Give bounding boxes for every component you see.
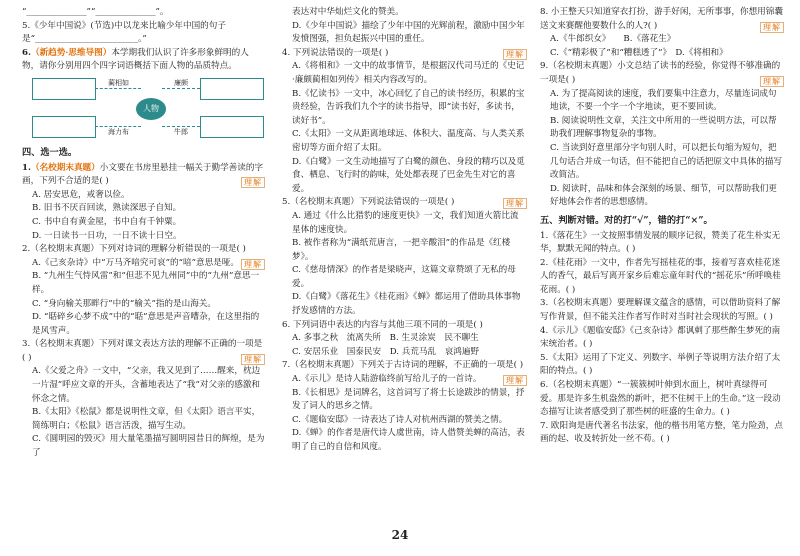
option[interactable]: B.《落花生》	[623, 34, 676, 45]
option[interactable]: A. 通过《什么比猎豹的速度更快》一文，我们知道火箭比流星体的速度快。	[292, 210, 519, 235]
option[interactable]: B.《长相思》是词牌名，这首词写了将士长途跋涉的情景，抒发了词人的思乡之情。	[292, 387, 525, 412]
judge-2[interactable]: 2.《桂花雨》一文中，作者先写摇桂花的事，接着写喜欢桂花迷人的香气，最后写离开家乡后难忘童年时代的“摇花乐”所呼唤桂花雨。( )	[540, 257, 781, 295]
question-1: 1.（名校期末真题）小文要在书房里悬挂一幅关于勤学善读的字画，下列不合适的是( ) 理解	[22, 162, 264, 188]
judge-4[interactable]: 4.《示儿》《题临安邸》《己亥杂诗》都讽刺了那些醉生梦死的南宋统治者。( )	[540, 325, 781, 350]
q4-text: 4. 下列说法错误的一项是( )	[282, 47, 389, 58]
option[interactable]: A. 居安思危，戒奢以俭。	[32, 189, 130, 200]
option[interactable]: C.《“精彩极了”和“糟糕透了”》	[550, 47, 667, 58]
connector	[95, 88, 141, 89]
answer-box-4[interactable]	[200, 116, 264, 138]
options-row	[282, 332, 527, 346]
answer-badge: 理解	[503, 198, 527, 209]
node-label: 廉颇	[174, 78, 188, 87]
connector	[162, 88, 200, 89]
judge-5[interactable]: 5.《太阳》运用了下定义、列数字、举例子等说明方法介绍了太阳的特点。( )	[540, 352, 781, 377]
option[interactable]: D. 一日读书一日功，一日不读十日空。	[32, 230, 182, 241]
connector	[95, 126, 141, 127]
mind-map	[28, 76, 265, 142]
q3-text: 3.（名校期末真题）下列对课文表达方法的理解不正确的一项是( )	[22, 339, 263, 363]
q6-tag: （新趋势·思维导图）	[30, 47, 112, 58]
judge-6[interactable]: 6.（名校期末真题）“一簇簇树叶伸到水面上，树叶真绿得可爱。那是许多生机盎然的新叶，把不住树干上的生命。”这一段动态描写让读者感受到了那些树的旺盛的生命力。( )	[540, 380, 781, 418]
option[interactable]: A. 多事之秋 流离失所	[292, 333, 382, 344]
option[interactable]: C. 当读到好意里部分字句别人时，可以把长句缩为短句，把几句话合并成一句话，但不能把自己的话把原文中具体的描写改简洁。	[550, 142, 783, 181]
answer-badge: 理解	[760, 22, 784, 33]
section-4-title: 四、选一选。	[22, 146, 78, 158]
q5-text: 5.（名校期末真题）下列说法错误的一项是( )	[282, 197, 455, 208]
connector	[162, 126, 200, 127]
q1-text: 小文要在书房里悬挂一幅关于勤学善读的字画，下列不合适的是( )	[22, 162, 264, 187]
question-5: 5.《少年中国说》(节选)中以龙来比喻少年中国的句子是“________________________。”	[22, 20, 226, 45]
options-row	[540, 33, 784, 47]
column-middle	[282, 6, 527, 455]
answer-badge: 理解	[241, 177, 265, 188]
question-3	[22, 338, 265, 365]
option[interactable]: C.《太阳》一文从距离地球远、体积大、温度高、与人类关系密切等方面介绍了太阳。	[292, 129, 525, 153]
answer-badge: 理解	[503, 49, 527, 60]
q2-text: 2.（名校期末真题）下列对诗词的理解分析错误的一项是( )	[22, 244, 246, 255]
answer-badge: 理解	[760, 76, 784, 87]
option[interactable]: A.《父爱之舟》一文中，“父亲，我又见到了……醒来，枕边一片湿”呼应文章的开头，含蓄地表达了“我”对父亲的感激和怀念之情。	[32, 366, 261, 404]
page-number: 24	[391, 528, 409, 542]
question-4	[282, 47, 527, 61]
q1-tag: （名校期末真题）	[30, 162, 100, 173]
answer-box-2[interactable]	[200, 78, 264, 100]
option[interactable]: D.《少年中国说》描绘了少年中国的光辉前程，激励中国少年发愤图强，担负起振兴中国的重任。	[292, 20, 525, 45]
column-left	[22, 6, 265, 461]
option[interactable]: D. 兵荒马乱 哀鸿遍野	[389, 346, 480, 357]
option[interactable]: C.《慈母情深》的作者是梁晓声，这篇文章赞颂了无私的母爱。	[292, 265, 516, 289]
option[interactable]: B. 旧书不厌百回读，熟读深思子自知。	[32, 203, 182, 214]
option[interactable]: B.《忆读书》一文中，冰心回忆了自己的读书经历，积累的宝贵经验，告诉我们九个字的读书指导，即“读书好，多读书，读好书”。	[292, 88, 525, 126]
node-label: 海力布	[108, 127, 129, 136]
option[interactable]: C.《题临安邸》一诗表达了诗人对杭州西湖的赞美之情。	[292, 414, 508, 425]
option[interactable]: C.《圆明园的毁灭》用大量笔墨描写圆明园昔日的辉煌，是为了	[32, 434, 265, 459]
option[interactable]: B.《太阳》《松鼠》都是说明性文章，但《太阳》语言平实，简练明白；《松鼠》语言活泼，描写生动。	[32, 407, 261, 431]
option-tail: 表达对中华灿烂文化的赞美。	[292, 7, 404, 17]
question-5	[282, 196, 527, 210]
answer-badge: 理解	[241, 259, 265, 270]
node-label: 蔺相如	[108, 78, 129, 87]
option[interactable]: A.《牛郎织女》	[550, 34, 607, 45]
judge-1[interactable]: 1.《落花生》一文按照事情发展的顺序记叙，赞美了花生朴实无华，默默无闻的特点。( )	[540, 230, 781, 255]
question-9	[540, 60, 784, 87]
q6-text: 本学期我们认识了许多形象鲜明的人物，请你分别用四个四字词语概括下面人物的品质特点。	[22, 47, 249, 72]
option[interactable]: D. 阅读时，品味和体会深刻的场景、细节，可以帮助我们更好地体会作者的思想感情。	[550, 183, 777, 208]
q8-text: 8. 小王整天只知道穿衣打扮，游手好闲，无所事事，你想用锦囊送文来赛醒他要数什么的人?( )	[540, 7, 783, 31]
options-row	[282, 346, 527, 360]
q9-text: 9.（名校期末真题）小文总结了读书的经验，你觉得不够准确的一项是( )	[540, 61, 781, 85]
answer-box-1[interactable]	[32, 78, 96, 100]
section-5-title: 五、判断对错。对的打“√”，错的打“×”。	[540, 214, 713, 226]
option[interactable]: B. 被作者称为“满纸荒唐言，一把辛酸泪”的作品是《红楼梦》。	[292, 238, 511, 262]
question-6: 6.（新趋势·思维导图）本学期我们认识了许多形象鲜明的人物，请你分别用四个四字词语概括下面人物的品质特点。	[22, 47, 249, 72]
option[interactable]: D.《白鹭》一文生动地描写了白鹭的颜色、身段的精巧以及觅食、栖息、飞行时的韵味，处处都表现了巴金先生对它的喜爱。	[292, 156, 525, 194]
option[interactable]: D. “聒碎乡心梦不成”中的“聒”意思是声音嘈杂，在这里指的是风雪声。	[32, 312, 260, 336]
diagram-hub: 人物	[136, 98, 166, 120]
option[interactable]: A.《将相和》一文中的故事情节，是根据汉代司马迁的《史记·廉颇蔺相如列传》相关内容改写的。	[292, 61, 525, 85]
option[interactable]: D.《蝉》的作者是唐代诗人虞世南，诗人借赞美蝉的高洁，表明了自己的自信和风度。	[292, 428, 525, 452]
options-row	[540, 47, 784, 61]
option[interactable]: D.《将相和》	[675, 47, 728, 58]
option[interactable]: A. 为了提高阅读的速度，我们要集中注意力，尽量连词成句地读，不要一个字一个字地读，更不要回读。	[550, 88, 777, 113]
option[interactable]: A.《己亥杂诗》中“万马齐喑究可哀”的“喑”意思是哑。	[32, 257, 239, 268]
option[interactable]: B. 阅读说明性文章，关注文中所用的一些说明方法，可以帮助我们理解事物复杂的事物。	[550, 115, 777, 140]
q4-tail: “______________”“______________”。	[22, 7, 169, 17]
option[interactable]: B. “九州生气恃风雷”和“但悲不见九州同”中的“九州”意思一样。	[32, 271, 260, 295]
question-8	[540, 6, 784, 33]
option[interactable]: D.《白鹭》《落花生》《桂花雨》《蝉》都运用了借助具体事物抒发感情的方法。	[292, 292, 521, 317]
judge-7[interactable]: 7. 欧阳询是唐代著名书法家，他的楷书用笔方整，笔力险劲，点画的起、收及转折处一丝不苟。( )	[540, 420, 783, 445]
answer-badge: 理解	[503, 375, 527, 386]
q7-text: 7.（名校期末真题）下列关于古诗词的理解，不正确的一项是( )	[282, 360, 524, 371]
option[interactable]: A.《示儿》是诗人陆游临终前写给儿子的一首诗。	[292, 374, 482, 385]
option[interactable]: B. 生灵涂炭 民不聊生	[389, 333, 479, 344]
option[interactable]: C. 书中自有黄金屋，书中自有千钟粟。	[32, 216, 182, 227]
question-6: 6. 下列词语中表达的内容与其他三项不同的一项是( )	[282, 319, 483, 330]
node-label: 牛郎	[174, 127, 188, 136]
answer-badge: 理解	[241, 354, 265, 365]
judge-3[interactable]: 3.（名校期末真题）要理解课文蕴含的感情，可以借助资料了解写作背景，但不能关注作者写作时对当时社会现状的写照。( )	[540, 298, 781, 323]
option[interactable]: C. “身向榆关那畔行”中的“榆关”指的是山海关。	[32, 298, 216, 309]
column-right	[540, 6, 784, 447]
option[interactable]: C. 安居乐业 国泰民安	[292, 346, 382, 357]
answer-box-3[interactable]	[32, 116, 96, 138]
